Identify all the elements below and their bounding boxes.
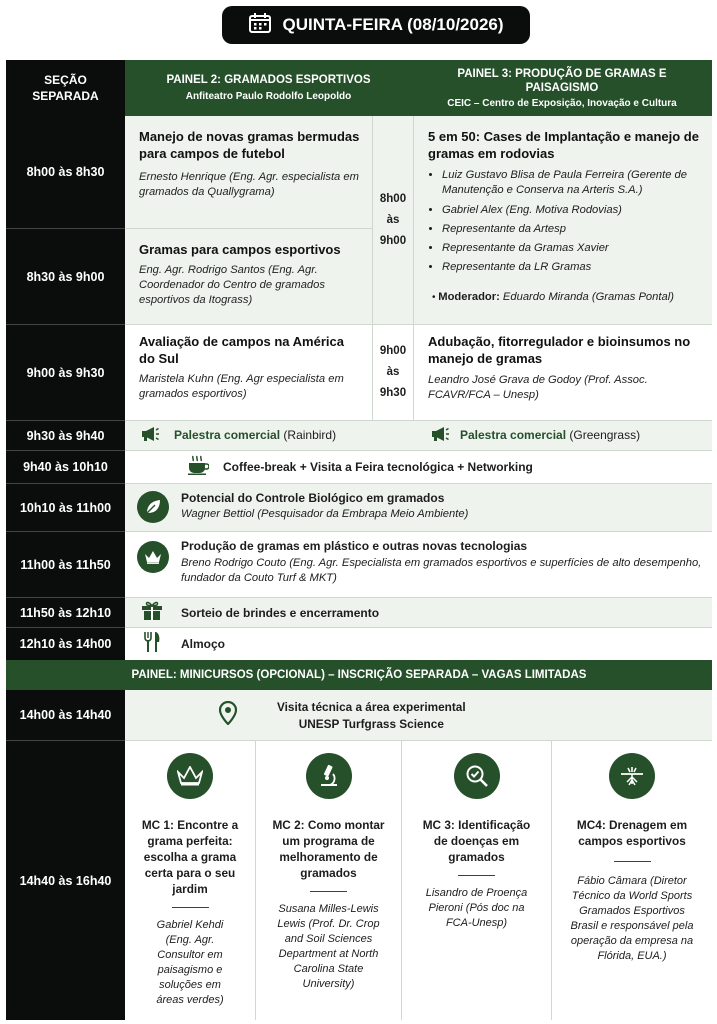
time-1440: 14h40 às 16h40: [6, 740, 125, 1020]
minicourse-card-1: MC 1: Encontre a grama perfeita: escolha a grama certa para o seu jardim Gabriel Kehdi (Eng. Agr. Consultor em paisagismo e soluções em áreas verdes): [125, 740, 256, 1020]
time-0930: 9h30 às 9h40: [6, 420, 125, 450]
panel3-session-1: 5 em 50: Cases de Implantação e manejo de gramas em rodovias • Luiz Gustavo Blisa de Paula Ferreira (Gerente de Manutenção e Conserva na Arteris S.A.) • Gabriel Alex (Eng. Motiva Rodovias) • Representante da Artesp • Representante da Gramas Xavier • Representante da LR Gramas • Moderador: Eduardo Miranda (Gramas Pontal): [414, 116, 712, 324]
mid-time-1: 8h00 às 9h00: [372, 116, 414, 324]
list-item: • Representante da LR Gramas: [442, 258, 702, 277]
panel2-title: PAINEL 2: GRAMADOS ESPORTIVOS: [166, 74, 371, 86]
time-0800: 8h00 às 8h30: [6, 116, 125, 228]
minicourses-header: PAINEL: MINICURSOS (OPCIONAL) – INSCRIÇÃO SEPARADA – VAGAS LIMITADAS: [6, 660, 712, 690]
list-item: • Representante da Artesp: [442, 220, 702, 239]
time-0940: 9h40 às 10h10: [6, 450, 125, 483]
panel3-header: [412, 60, 712, 116]
time-0830: 8h30 às 9h00: [6, 228, 125, 324]
plastic-row: Produção de gramas em plástico e outras novas tecnologias Breno Rodrigo Couto (Eng. Agr. Especialista em gramados esportivos e superfícies de alto desempenho, fundador da Couto Turf & MKT): [125, 531, 712, 597]
location-pin-icon: [219, 701, 237, 730]
divider: [458, 875, 495, 876]
divider: [310, 891, 347, 892]
panel2-session-1: Manejo de novas gramas bermudas para campos de futebol Ernesto Henrique (Eng. Agr. especialista em gramados da Quallygrama): [125, 116, 372, 228]
day-title: QUINTA-FEIRA (08/10/2026): [282, 15, 504, 34]
moderator: • Moderador: Eduardo Miranda (Gramas Pontal): [432, 291, 674, 303]
time-1010: 10h10 às 11h00: [6, 483, 125, 531]
megaphone-icon: [430, 426, 450, 445]
panel2-commercial: Palestra comercial (Rainbird): [140, 420, 336, 450]
calendar-icon: [248, 12, 272, 39]
divider: [614, 861, 651, 862]
divider: [172, 907, 209, 908]
minicourse-card-2: MC 2: Como montar um programa de melhoramento de gramados Susana Milles-Lewis Lewis (Prof. Dr. Crop and Soil Sciences Department at North Carolina State University): [256, 740, 402, 1020]
mid-time-2: 9h00 às 9h30: [372, 324, 414, 420]
time-1210: 12h10 às 14h00: [6, 627, 125, 660]
microscope-icon: [306, 753, 352, 799]
list-item: • Representante da Gramas Xavier: [442, 239, 702, 258]
coffee-cup-icon: [187, 455, 209, 480]
section-header: SEÇÃO SEPARADA: [6, 60, 125, 116]
megaphone-icon: [140, 426, 160, 445]
crown-icon: [167, 753, 213, 799]
lunch-row: Almoço: [125, 627, 712, 660]
panel2-header: [125, 60, 412, 116]
panel2-location: Anfiteatro Paulo Rodolfo Leopoldo: [185, 91, 352, 102]
fork-knife-icon: [143, 631, 161, 658]
list-item: • Gabriel Alex (Eng. Motiva Rodovias): [442, 201, 702, 220]
visit-text: Visita técnica a área experimental UNESP Turfgrass Science: [277, 699, 466, 731]
leaf-icon: [137, 491, 169, 523]
day-header: [222, 6, 530, 44]
time-1100: 11h00 às 11h50: [6, 531, 125, 597]
minicourse-card-4: MC4: Drenagem em campos esportivos Fábio Câmara (Diretor Técnico da World Sports Gramados Esportivos Brasil e responsável pela operação da empresa na Flórida, EUA.): [552, 740, 712, 1020]
panel3-commercial: Palestra comercial (Greengrass): [430, 420, 640, 450]
raffle-row: Sorteio de brindes e encerramento: [125, 597, 712, 627]
magnifier-check-icon: [454, 753, 500, 799]
drainage-icon: [609, 753, 655, 799]
bio-row: Potencial do Controle Biológico em gramados Wagner Bettiol (Pesquisador da Embrapa Meio Ambiente): [125, 483, 712, 531]
panel3-session-2: Adubação, fitorregulador e bioinsumos no manejo de gramas Leandro José Grava de Godoy (Prof. Assoc. FCAVR/FCA – Unesp): [414, 324, 712, 420]
crown-icon: [137, 541, 169, 573]
time-1400: 14h00 às 14h40: [6, 690, 125, 740]
panel3-title: PAINEL 3: PRODUÇÃO DE GRAMAS E PAISAGISMO: [457, 68, 667, 94]
time-0900: 9h00 às 9h30: [6, 324, 125, 420]
panel3-location: CEIC – Centro de Exposição, Inovação e Cultura: [447, 98, 677, 109]
gift-icon: [141, 600, 163, 625]
coffee-row: Coffee-break + Visita a Feira tecnológica + Networking: [125, 450, 712, 483]
list-item: • Luiz Gustavo Blisa de Paula Ferreira (Gerente de Manutenção e Conserva na Arteris S.A.): [442, 168, 702, 198]
visit-row: [125, 690, 712, 740]
panel2-session-3: Avaliação de campos na América do Sul Maristela Kuhn (Eng. Agr especialista em gramados esportivos): [125, 324, 372, 420]
panel3-speaker-list: [428, 168, 702, 277]
time-1150: 11h50 às 12h10: [6, 597, 125, 627]
panel2-session-2: Gramas para campos esportivos Eng. Agr. Rodrigo Santos (Eng. Agr. Coordenador do Centro de gramados esportivos da Itograss): [125, 228, 372, 324]
minicourse-card-3: MC 3: Identificação de doenças em gramados Lisandro de Proença Pieroni (Pós doc na FCA-Unesp): [402, 740, 552, 1020]
